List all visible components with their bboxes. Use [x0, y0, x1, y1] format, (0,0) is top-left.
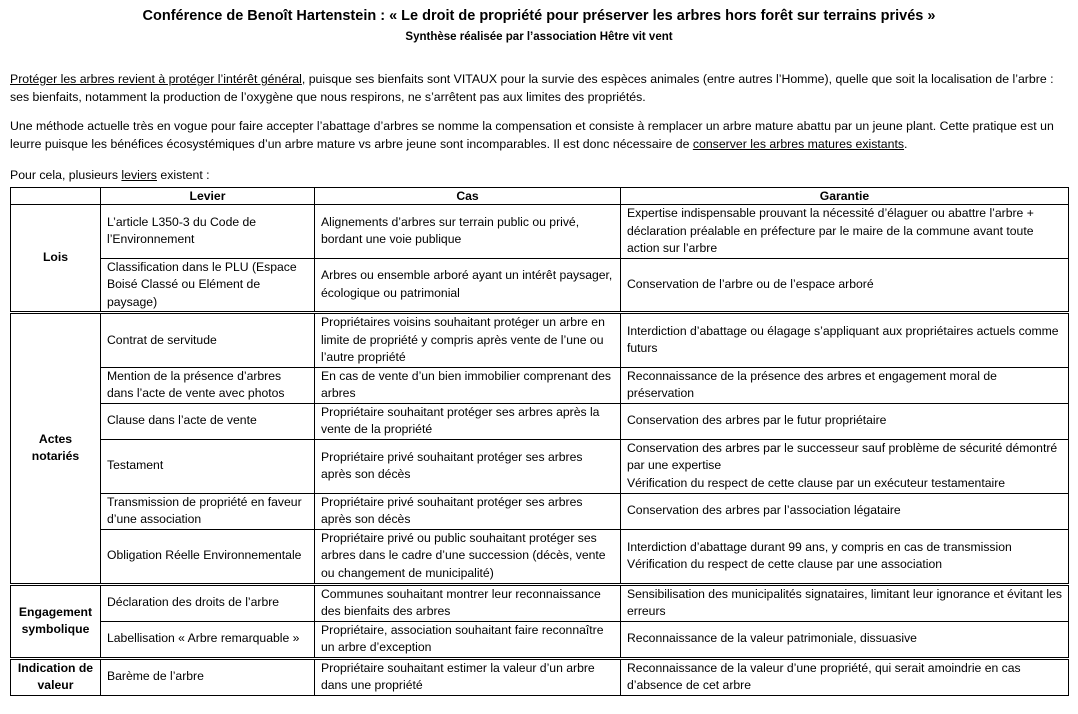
levers-table: [10, 187, 1069, 696]
cell-levier: Testament: [101, 439, 315, 493]
table-row: [11, 584, 1069, 621]
cell-cas: Propriétaire privé souhaitant protéger ses arbres après son décès: [315, 439, 621, 493]
cell-garantie: [621, 439, 1069, 493]
table-row: [11, 621, 1069, 658]
header-category: [11, 188, 101, 205]
category-actes-notaries: Actes notariés: [11, 313, 101, 585]
cell-garantie: Expertise indispensable prouvant la nécessité d’élaguer ou abattre l’arbre + déclaration préalable en préfecture par le maire de la commune avant toute action sur l’arbre: [621, 205, 1069, 259]
paragraph-text: Une méthode actuelle très en vogue pour faire accepter l’abattage d’arbres se nomme la compensation et consiste à remplacer un arbre mature abattu par un jeune plant. Cette pratique est un leurre puisque les bénéfices écosystémiques d’un arbre mature vs arbre jeune sont incomparables. Il est donc nécessaire de: [10, 119, 1054, 151]
intro-paragraph-2: [10, 117, 1072, 153]
cell-garantie: Reconnaissance de la présence des arbres et engagement moral de préservation: [621, 367, 1069, 403]
cell-levier: Clause dans l’acte de vente: [101, 403, 315, 439]
underlined-phrase: Protéger les arbres revient à protéger l’intérêt général: [10, 72, 302, 86]
table-row: [11, 403, 1069, 439]
paragraph-text: .: [904, 137, 908, 151]
category-indication-valeur: Indication de valeur: [11, 658, 101, 695]
table-row: [11, 439, 1069, 493]
cell-garantie: Sensibilisation des municipalités signataires, limitant leur ignorance et évitant les erreurs: [621, 584, 1069, 621]
header-cas: Cas: [315, 188, 621, 205]
cell-garantie: Conservation de l’arbre ou de l’espace arboré: [621, 258, 1069, 313]
paragraph-text: existent :: [156, 168, 210, 182]
paragraph-text: Pour cela, plusieurs: [10, 168, 122, 182]
garantie-line: Vérification du respect de cette clause par une association: [627, 557, 943, 571]
cell-levier: Déclaration des droits de l’arbre: [101, 584, 315, 621]
cell-levier: Classification dans le PLU (Espace Boisé Classé ou Elément de paysage): [101, 258, 315, 313]
cell-cas: Propriétaires voisins souhaitant protéger un arbre en limite de propriété y compris après vente de l’une ou l’autre propriété: [315, 313, 621, 368]
cell-garantie: Interdiction d’abattage ou élagage s’appliquant aux propriétaires actuels comme futurs: [621, 313, 1069, 368]
header-levier: Levier: [101, 188, 315, 205]
category-engagement-symbolique: Engagement symbolique: [11, 584, 101, 658]
cell-garantie: Reconnaissance de la valeur patrimoniale, dissuasive: [621, 621, 1069, 658]
table-row: [11, 205, 1069, 259]
table-header-row: [11, 188, 1069, 205]
table-row: [11, 258, 1069, 313]
header-garantie: Garantie: [621, 188, 1069, 205]
cell-levier: Labellisation « Arbre remarquable »: [101, 621, 315, 658]
underlined-phrase: leviers: [121, 168, 157, 182]
cell-cas: En cas de vente d’un bien immobilier comprenant des arbres: [315, 367, 621, 403]
cell-cas: Propriétaire souhaitant protéger ses arbres après la vente de la propriété: [315, 403, 621, 439]
cell-levier: Barème de l’arbre: [101, 658, 315, 695]
underlined-phrase: conserver les arbres matures existants: [692, 137, 905, 151]
cell-cas: Propriétaire privé ou public souhaitant protéger ses arbres dans le cadre d’une succession (décès, vente ou changement de municipalité): [315, 529, 621, 584]
category-lois: Lois: [11, 205, 101, 313]
table-row: [11, 367, 1069, 403]
paragraph-text: , puisque ses bienfaits sont VITAUX pour la survie des espèces animales (entre autres l’Homme), quelle que soit la localisation de l’arbre : ses bienfaits, notamment la production de l’oxygène que nous respirons, ne s’arrêtent pas aux limites des propriétés.: [10, 72, 1054, 104]
table-row: [11, 313, 1069, 368]
document-subtitle: Synthèse réalisée par l’association Hêtre vit vent: [405, 31, 673, 43]
cell-cas: Communes souhaitant montrer leur reconnaissance des bienfaits des arbres: [315, 584, 621, 621]
garantie-line: Vérification du respect de cette clause par un exécuteur testamentaire: [627, 475, 1006, 490]
document-title: Conférence de Benoît Hartenstein : « Le droit de propriété pour préserver les arbres hors forêt sur terrains privés »: [142, 8, 936, 24]
cell-garantie: [621, 529, 1069, 584]
cell-levier: Obligation Réelle Environnementale: [101, 529, 315, 584]
intro-paragraph-1: [10, 70, 1072, 106]
table-row: [11, 493, 1069, 529]
garantie-line: Interdiction d’abattage durant 99 ans, y compris en cas de transmission: [627, 539, 1012, 554]
cell-garantie: Reconnaissance de la valeur d’une propriété, qui serait amoindrie en cas d’absence de cet arbre: [621, 658, 1069, 695]
cell-levier: Contrat de servitude: [101, 313, 315, 368]
cell-levier: Mention de la présence d’arbres dans l’acte de vente avec photos: [101, 367, 315, 403]
cell-levier: Transmission de propriété en faveur d’une association: [101, 493, 315, 529]
cell-garantie: Conservation des arbres par le futur propriétaire: [621, 403, 1069, 439]
cell-garantie: Conservation des arbres par l’association légataire: [621, 493, 1069, 529]
cell-cas: Arbres ou ensemble arboré ayant un intérêt paysager, écologique ou patrimonial: [315, 258, 621, 313]
cell-cas: Propriétaire, association souhaitant faire reconnaître un arbre d’exception: [315, 621, 621, 658]
cell-cas: Propriétaire souhaitant estimer la valeur d’un arbre dans une propriété: [315, 658, 621, 695]
cell-cas: Alignements d’arbres sur terrain public ou privé, bordant une voie publique: [315, 205, 621, 259]
table-row: [11, 658, 1069, 695]
table-row: [11, 529, 1069, 584]
cell-cas: Propriétaire privé souhaitant protéger ses arbres après son décès: [315, 493, 621, 529]
garantie-line: Conservation des arbres par le successeur sauf problème de sécurité démontré par une expertise: [627, 440, 1058, 473]
cell-levier: L’article L350-3 du Code de l’Environnement: [101, 205, 315, 259]
intro-paragraph-3: [10, 166, 1072, 184]
